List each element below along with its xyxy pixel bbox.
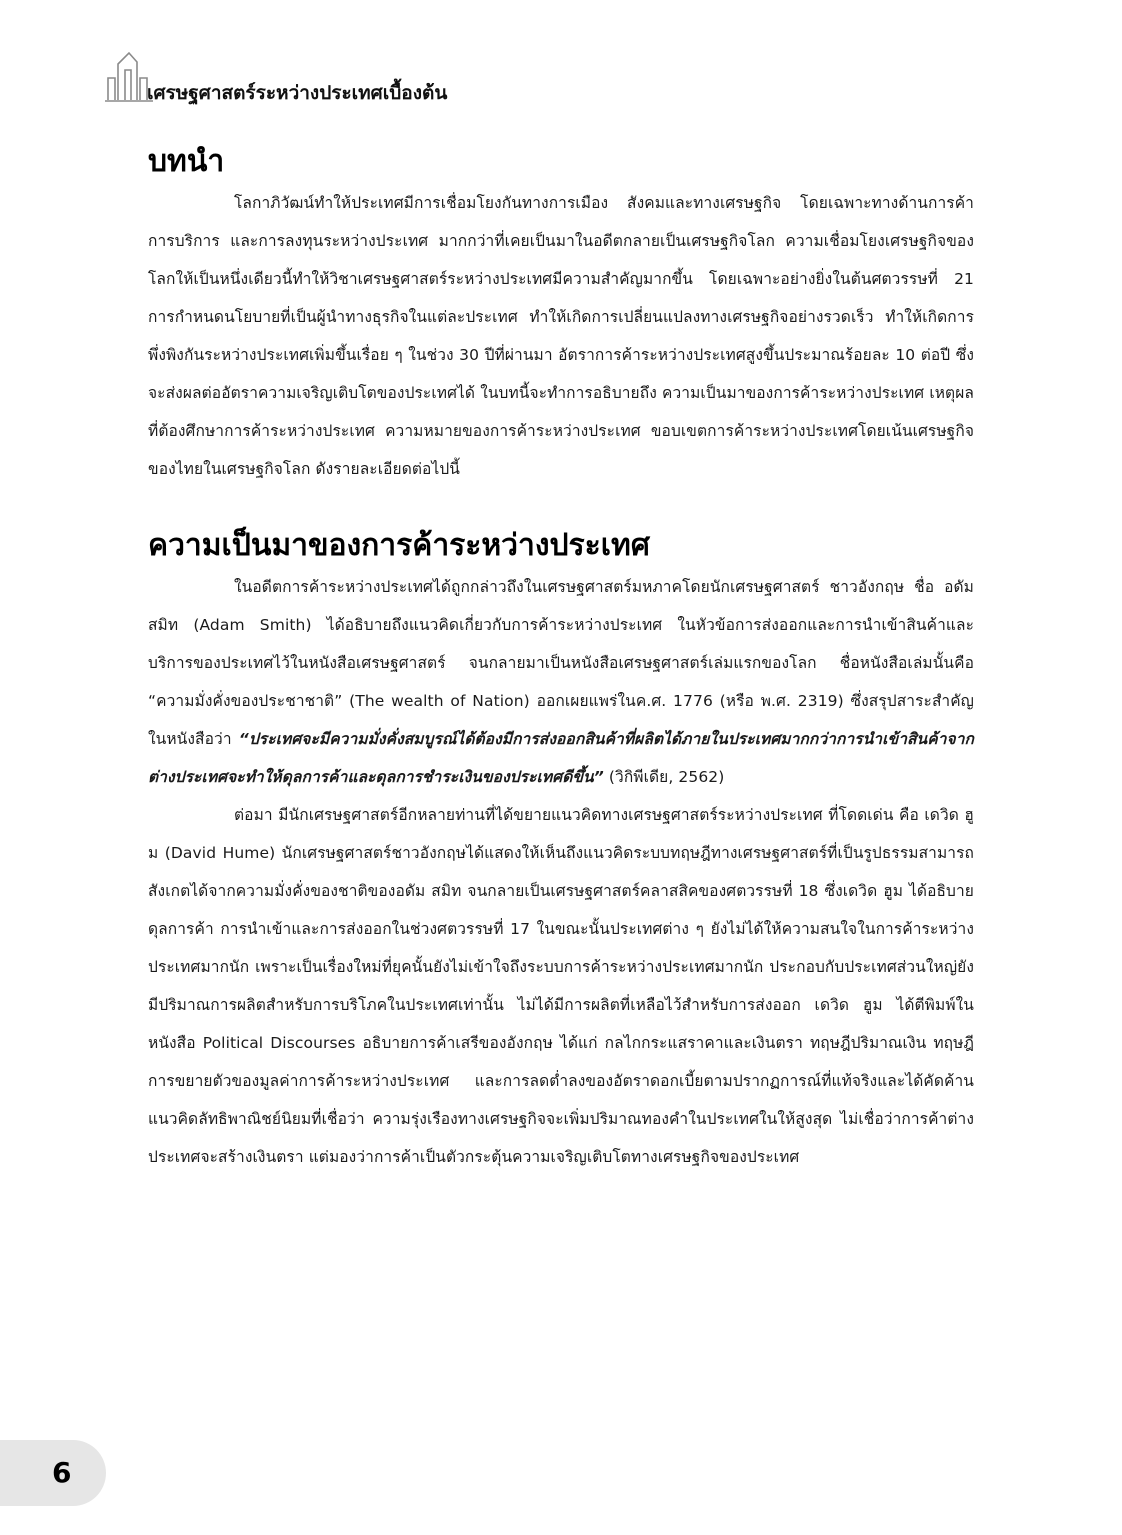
page-number: 6	[52, 1456, 72, 1489]
history-paragraph-2: ต่อมา มีนักเศรษฐศาสตร์อีกหลายท่านที่ได้ขยายแนวคิดทางเศรษฐศาสตร์ระหว่างประเทศ ที่โดดเด่น คือ เดวิด ฮู ม (David Hume) นักเศรษฐศาสตร์ชาวอังกฤษได้แสดงให้เห็นถึงแนวคิดระบบทฤษฎีทางเศรษฐศาสตร์ที่เป็นรูปธรรมสามารถสังเกตได้จากความมั่งคั่งของชาติของอดัม สมิท จนกลายเป็นเศรษฐศาสตร์คลาสสิคของศตวรรษที่ 18 ซึ่งเดวิด ฮูม ได้อธิบาย ดุลการค้า การนำเข้าและการส่งออกในช่วงศตวรรษที่ 17 ในขณะนั้นประเทศต่าง ๆ ยังไม่ได้ให้ความสนใจในการค้าระหว่างประเทศมากนัก เพราะเป็นเรื่องใหม่ที่ยุคนั้นยังไม่เข้าใจถึงระบบการค้าระหว่างประเทศมากนัก ประกอบกับประเทศส่วนใหญ่ยังมีปริมาณการผลิตสำหรับการบริโภคในประเทศเท่านั้น ไม่ได้มีการผลิตที่เหลือไว้สำหรับการส่งออก เดวิด ฮูม ได้ตีพิมพ์ในหนังสือ Political Discourses อธิบายการค้าเสรีของอังกฤษ ได้แก่ กลไกกระแสราคาและเงินตรา ทฤษฎีปริมาณเงิน ทฤษฎีการขยายตัวของมูลค่าการค้าระหว่างประเทศ และการลดต่ำลงของอัตราดอกเบี้ยตามปรากฏการณ์ที่แท้จริงและได้คัดค้านแนวคิดลัทธิพาณิชย์นิยมที่เชื่อว่า ความรุ่งเรืองทางเศรษฐกิจจะเพิ่มปริมาณทองคำในประเทศในให้สูงสุด ไม่เชื่อว่าการค้าต่างประเทศจะสร้างเงินตรา แต่มองว่าการค้าเป็นตัวกระตุ้นความเจริญเติบโตทางเศรษฐกิจของประเทศ	[148, 806, 974, 1166]
introduction-paragraph: โลกาภิวัฒน์ทำให้ประเทศมีการเชื่อมโยงกันทางการเมือง สังคมและทางเศรษฐกิจ โดยเฉพาะทางด้านการค้า การบริการ และการลงทุนระหว่างประเทศ มากกว่าที่เคยเป็นมาในอดีตกลายเป็นเศรษฐกิจโลก ความเชื่อมโยงเศรษฐกิจของโลกให้เป็นหนึ่งเดียวนี้ทำให้วิชาเศรษฐศาสตร์ระหว่างประเทศมีความสำคัญมากขึ้น โดยเฉพาะอย่างยิ่งในต้นศตวรรษที่ 21 การกำหนดนโยบายที่เป็นผู้นำทางธุรกิจในแต่ละประเทศ ทำให้เกิดการเปลี่ยนแปลงทางเศรษฐกิจอย่างรวดเร็ว ทำให้เกิดการพึ่งพิงกันระหว่างประเทศเพิ่มขึ้นเรื่อย ๆ ในช่วง 30 ปีที่ผ่านมา อัตราการค้าระหว่างประเทศสูงขึ้นประมาณร้อยละ 10 ต่อปี ซึ่งจะส่งผลต่ออัตราความเจริญเติบโตของประเทศได้ ในบทนี้จะทำการอธิบายถึง ความเป็นมาของการค้าระหว่างประเทศ เหตุผลที่ต้องศึกษาการค้าระหว่างประเทศ ความหมายของการค้าระหว่างประเทศ ขอบเขตการค้าระหว่างประเทศโดยเน้นเศรษฐกิจของไทยในเศรษฐกิจโลก ดังรายละเอียดต่อไปนี้	[148, 194, 974, 478]
section-heading-history: ความเป็นมาของการค้าระหว่างประเทศ	[148, 528, 650, 563]
page-header	[105, 48, 705, 104]
history-paragraph-1-text: ในอดีตการค้าระหว่างประเทศได้ถูกกล่าวถึงในเศรษฐศาสตร์มหภาคโดยนักเศรษฐศาสตร์ ชาวอังกฤษ ชื่อ อดัม สมิท (Adam Smith) ได้อธิบายถึงแนวคิดเกี่ยวกับการค้าระหว่างประเทศ ในหัวข้อการส่งออกและการนำเข้าสินค้าและบริการของประเทศไว้ในหนังสือเศรษฐศาสตร์ จนกลายมาเป็นหนังสือเศรษฐศาสตร์เล่มแรกของโลก ชื่อหนังสือเล่มนั้นคือ “ความมั่งคั่งของประชาชาติ” (The wealth of Nation) ออกเผยแพร่ในค.ศ. 1776 (หรือ พ.ศ. 2319) ซึ่งสรุปสาระสำคัญในหนังสือว่า	[148, 578, 974, 748]
history-paragraph-1	[148, 568, 974, 796]
citation: (วิกิพีเดีย, 2562)	[603, 768, 725, 786]
running-header-title: เศรษฐศาสตร์ระหว่างประเทศเบื้องต้น	[147, 82, 448, 104]
section-heading-introduction: บทนำ	[148, 144, 225, 179]
adam-smith-quote: “ประเทศจะมีความมั่งคั่งสมบูรณ์ได้ต้องมีการส่งออกสินค้าที่ผลิตได้ภายในประเทศมากกว่าการนำเข้าสินค้าจากต่างประเทศจะทำให้ดุลการค้าและดุลการชำระเงินของประเทศดีขึ้น”	[148, 730, 974, 786]
page-content	[148, 140, 974, 1176]
